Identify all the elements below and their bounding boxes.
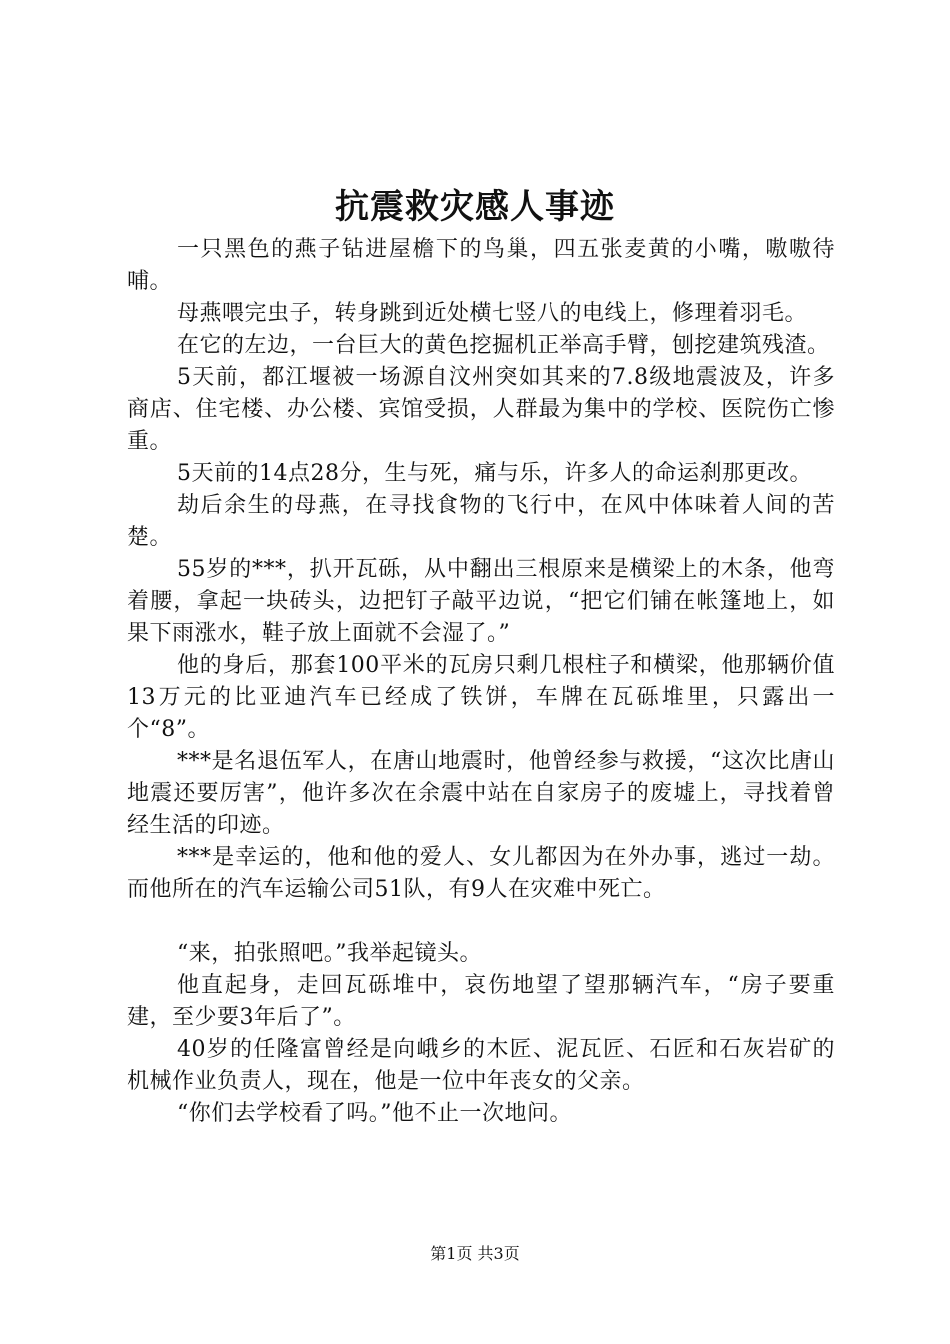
document-title: 抗震救灾感人事迹 bbox=[335, 187, 615, 227]
paragraph: 母燕喂完虫子，转身跳到近处横七竖八的电线上，修理着羽毛。 bbox=[177, 301, 808, 326]
paragraph: ***是幸运的，他和他的爱人、女儿都因为在外办事，逃过一劫。而他所在的汽车运输公司51队，有9人在灾难中死亡。 bbox=[127, 845, 835, 902]
document-body bbox=[127, 234, 835, 1130]
paragraph: 5天前的14点28分，生与死，痛与乐，许多人的命运刹那更改。 bbox=[177, 461, 812, 486]
paragraph: “你们去学校看了吗。”他不止一次地问。 bbox=[177, 1101, 572, 1126]
paragraph: 他直起身，走回瓦砾堆中，哀伤地望了望那辆汽车，“房子要重建，至少要3年后了”。 bbox=[127, 973, 835, 1030]
paragraph: 劫后余生的母燕，在寻找食物的飞行中，在风中体味着人间的苦楚。 bbox=[127, 493, 835, 550]
paragraph: 一只黑色的燕子钻进屋檐下的鸟巢，四五张麦黄的小嘴，嗷嗷待哺。 bbox=[127, 237, 835, 294]
page-number-footer: 第1页 共3页 bbox=[430, 1244, 520, 1263]
paragraph: 他的身后，那套100平米的瓦房只剩几根柱子和横梁，他那辆价值13万元的比亚迪汽车已经成了铁饼，车牌在瓦砾堆里，只露出一个“8”。 bbox=[127, 653, 835, 742]
paragraph: 40岁的任隆富曾经是向峨乡的木匠、泥瓦匠、石匠和石灰岩矿的机械作业负责人，现在，他是一位中年丧女的父亲。 bbox=[127, 1037, 835, 1094]
paragraph: “来，拍张照吧。”我举起镜头。 bbox=[177, 941, 482, 966]
paragraph: 在它的左边，一台巨大的黄色挖掘机正举高手臂，刨挖建筑残渣。 bbox=[177, 333, 830, 358]
paragraph: 55岁的***，扒开瓦砾，从中翻出三根原来是横梁上的木条，他弯着腰，拿起一块砖头，边把钉子敲平边说，“把它们铺在帐篷地上，如果下雨涨水，鞋子放上面就不会湿了。” bbox=[127, 557, 835, 646]
paragraph: ***是名退伍军人，在唐山地震时，他曾经参与救援，“这次比唐山地震还要厉害”，他许多次在余震中站在自家房子的废墟上，寻找着曾经生活的印迹。 bbox=[127, 749, 835, 838]
paragraph: 5天前，都江堰被一场源自汶州突如其来的7.8级地震波及，许多商店、住宅楼、办公楼、宾馆受损，人群最为集中的学校、医院伤亡惨重。 bbox=[127, 365, 835, 454]
